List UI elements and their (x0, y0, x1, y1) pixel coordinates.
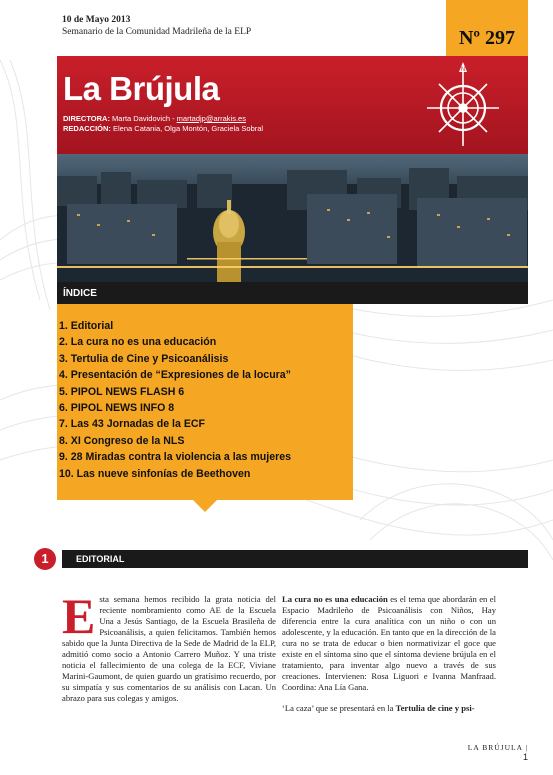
publication-title: La Brújula (63, 70, 220, 107)
article-column-left (62, 588, 276, 704)
article-column-right (282, 594, 496, 714)
article-caza-start: ‘La caza’ que se presentará en la (282, 703, 396, 713)
director-name: Marta Davidovich - (112, 114, 175, 123)
editorial-label: REDACCIÓN: (63, 124, 111, 133)
index-item-congreso[interactable]: 8. XI Congreso de la NLS (59, 434, 185, 447)
editorial-names: Elena Catania, Olga Montón, Graciela Sobral (113, 124, 264, 133)
issue-number: Nº 297 (458, 27, 516, 49)
staff-credits (63, 114, 263, 134)
page-footer: LA BRÚJULA | 1 (467, 743, 528, 762)
index-item-pipol-flash[interactable]: 5. PIPOL NEWS FLASH 6 (59, 385, 185, 398)
section-number-badge: 1 (34, 548, 56, 570)
index-heading: ÍNDICE (63, 288, 97, 299)
drop-cap: E (62, 588, 96, 644)
compass-logo-icon (425, 60, 501, 148)
city-photo (57, 154, 528, 282)
article-body: es el tema que abordarán en el Espacio Madrileño de Psicoanálisis con Niños, Hay diferencia entre la cura analítica con un niño o con un adolescente, y la educación. En tanto que en la dirección de la cura no se trata de educar o bien normativizar el goce que existe en el síntoma sino que el síntoma deviene brújula en el tratamiento, para inventar algo nuevo a través de sus creaciones. Intervienen: Rosa Liguori e Ivanna Manfraad. Coordina: Ana Lía Gana. (282, 594, 496, 692)
issue-date: 10 de Mayo 2013 (62, 15, 131, 25)
section-title: EDITORIAL (76, 554, 125, 564)
masthead (57, 56, 528, 154)
article-lead: La cura no es una educación (282, 594, 388, 604)
article-paragraph-caza (282, 703, 496, 714)
index-item-jornadas[interactable]: 7. Las 43 Jornadas de la ECF (59, 418, 206, 431)
index-panel (57, 304, 353, 500)
header-info (62, 14, 392, 38)
publication-subtitle: Semanario de la Comunidad Madrileña de la ELP (62, 27, 252, 37)
page-number: 1 (522, 752, 528, 762)
index-item-presentacion[interactable]: 4. Presentación de “Expresiones de la locura” (59, 369, 291, 382)
article-caza-bold: Tertulia de cine y psi- (395, 703, 475, 713)
svg-text:N: N (460, 67, 466, 73)
index-item-editorial[interactable]: 1. Editorial (59, 320, 114, 332)
footer-running-title: LA BRÚJULA (467, 743, 523, 752)
index-item-cura[interactable]: 2. La cura no es una educación (59, 336, 217, 349)
section-title-bar (62, 550, 528, 568)
index-item-pipol-info[interactable]: 6. PIPOL NEWS INFO 8 (59, 402, 175, 415)
index-item-miradas[interactable]: 9. 28 Miradas contra la violencia a las mujeres (59, 451, 292, 464)
issue-number-badge (446, 0, 528, 56)
editorial-text: sta semana hemos recibido la grata noticia del reciente nombramiento como AE de la Escuela Una a Jesús Santiago, de la Escuela Brasileña de Psicoanálisis, a quien felicitamos. También hemos sabido que la Junta Directiva de la Sede de Madrid de la ELP, admitió como socio a Antonio Carrero Muñoz. Y una triste noticia el fallecimiento de una colega de la ECF, Viviane Marini-Gaumont, de quien guardo un gratísimo recuerdo, por su simpatía y sus comentarios de su análisis con Lacan. Un abrazo para sus colegas y amigos. (62, 594, 276, 703)
city-skyline-image (57, 154, 528, 282)
index-item-beethoven[interactable]: 10. Las nueve sinfonías de Beethoven (59, 467, 251, 480)
index-heading-bar (57, 282, 528, 304)
index-list (59, 318, 353, 482)
director-label: DIRECTORA: (63, 114, 110, 123)
director-email-link[interactable]: martadjp@arrakis.es (176, 114, 246, 123)
article-paragraph-cura (282, 594, 496, 693)
index-item-tertulia[interactable]: 3. Tertulia de Cine y Psicoanálisis (59, 352, 229, 365)
